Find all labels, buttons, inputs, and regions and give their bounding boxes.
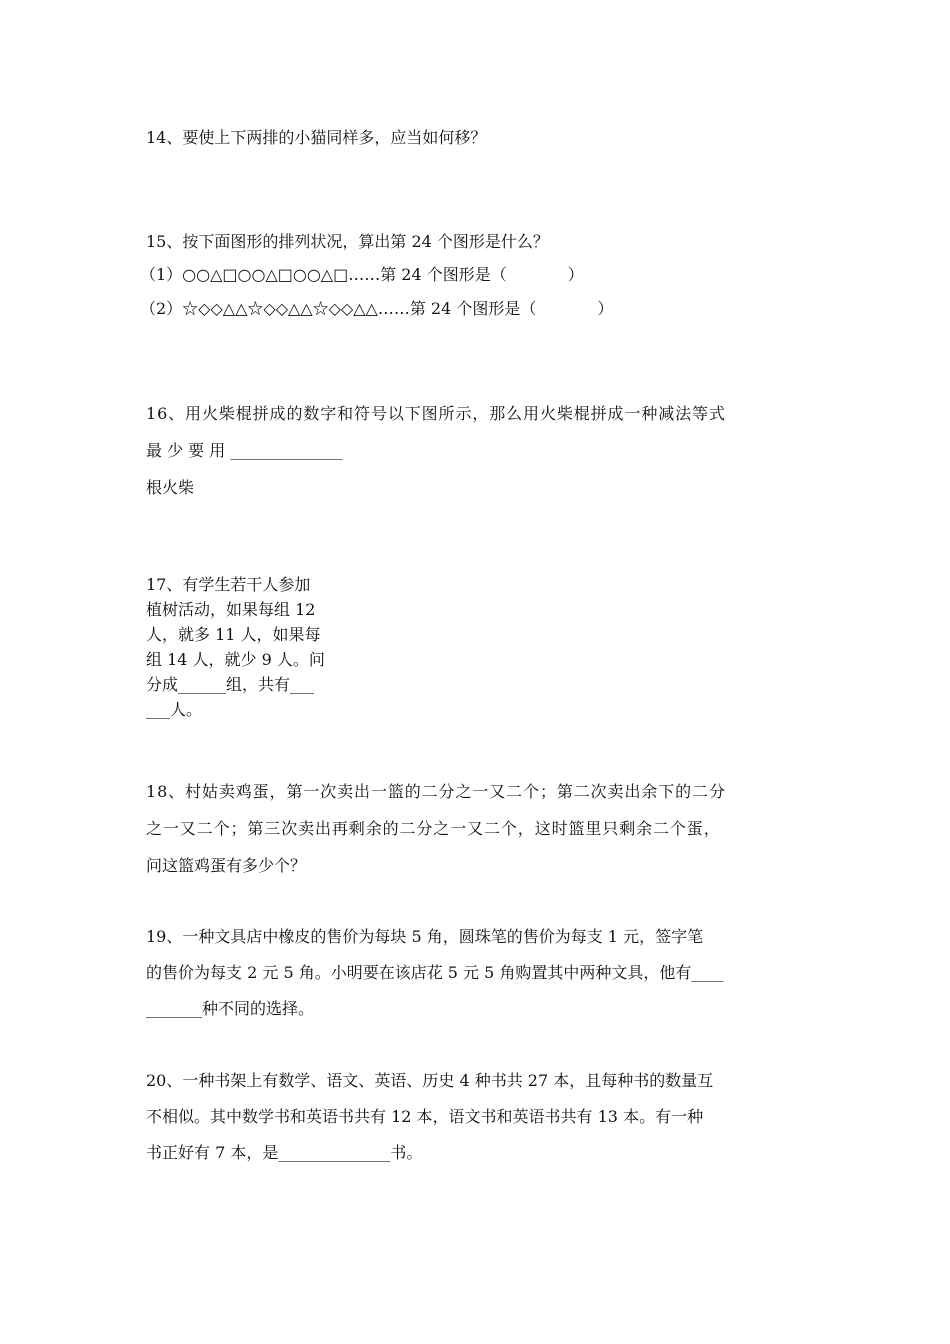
question-17-line: ___人。: [146, 700, 203, 719]
question-14-text: 14、要使上下两排的小猫同样多，应当如何移？: [146, 128, 487, 147]
question-15-item-1: （1）○○△□○○△□○○△□……第 24 个图形是（ ）: [140, 265, 584, 284]
question-16-line-3: 根火柴: [146, 478, 195, 497]
question-16-line-1: 16、用火柴棍拼成的数字和符号以下图所示，那么用火柴棍拼成一种减法等式: [146, 404, 726, 423]
question-15-title: 15、按下面图形的排列状况，算出第 24 个图形是什么？: [146, 232, 549, 251]
question-19-line-3: _______种不同的选择。: [146, 999, 315, 1018]
question-18-line-2: 之一又二个；第三次卖出再剩余的二分之一又二个，这时篮里只剩余二个蛋，: [146, 819, 721, 838]
question-20-line-2: 不相似。其中数学书和英语书共有 12 本，语文书和英语书共有 13 本。有一种: [146, 1107, 704, 1126]
question-17-line: 组 14 人，就少 9 人。问: [146, 650, 325, 669]
question-17-line: 17、有学生若干人参加: [146, 575, 311, 594]
question-19-line-2: 的售价为每支 2 元 5 角。小明要在该店花 5 元 5 角购置其中两种文具，他有____: [146, 963, 724, 982]
question-19-line-1: 19、一种文具店中橡皮的售价为每块 5 角，圆珠笔的售价为每支 1 元，签字笔: [146, 927, 704, 946]
question-20-line-1: 20、一种书架上有数学、语文、英语、历史 4 种书共 27 本，且每种书的数量互: [146, 1071, 714, 1090]
question-15-item-2: （2）☆◇◇△△☆◇◇△△☆◇◇△△……第 24 个图形是（ ）: [140, 299, 614, 318]
question-16-line-2: 最 少 要 用 ______________: [146, 441, 343, 460]
question-17-line: 人，就多 11 人，如果每: [146, 625, 321, 644]
question-20-line-3: 书正好有 7 本，是______________书。: [146, 1143, 423, 1162]
question-18-line-1: 18、村姑卖鸡蛋，第一次卖出一篮的二分之一又二个；第二次卖出余下的二分: [146, 782, 726, 801]
question-18-line-3: 问这篮鸡蛋有多少个？: [146, 856, 307, 875]
question-17-line: 分成______组，共有___: [146, 675, 315, 694]
question-17-line: 植树活动，如果每组 12: [146, 600, 316, 619]
question-17: [146, 572, 364, 722]
